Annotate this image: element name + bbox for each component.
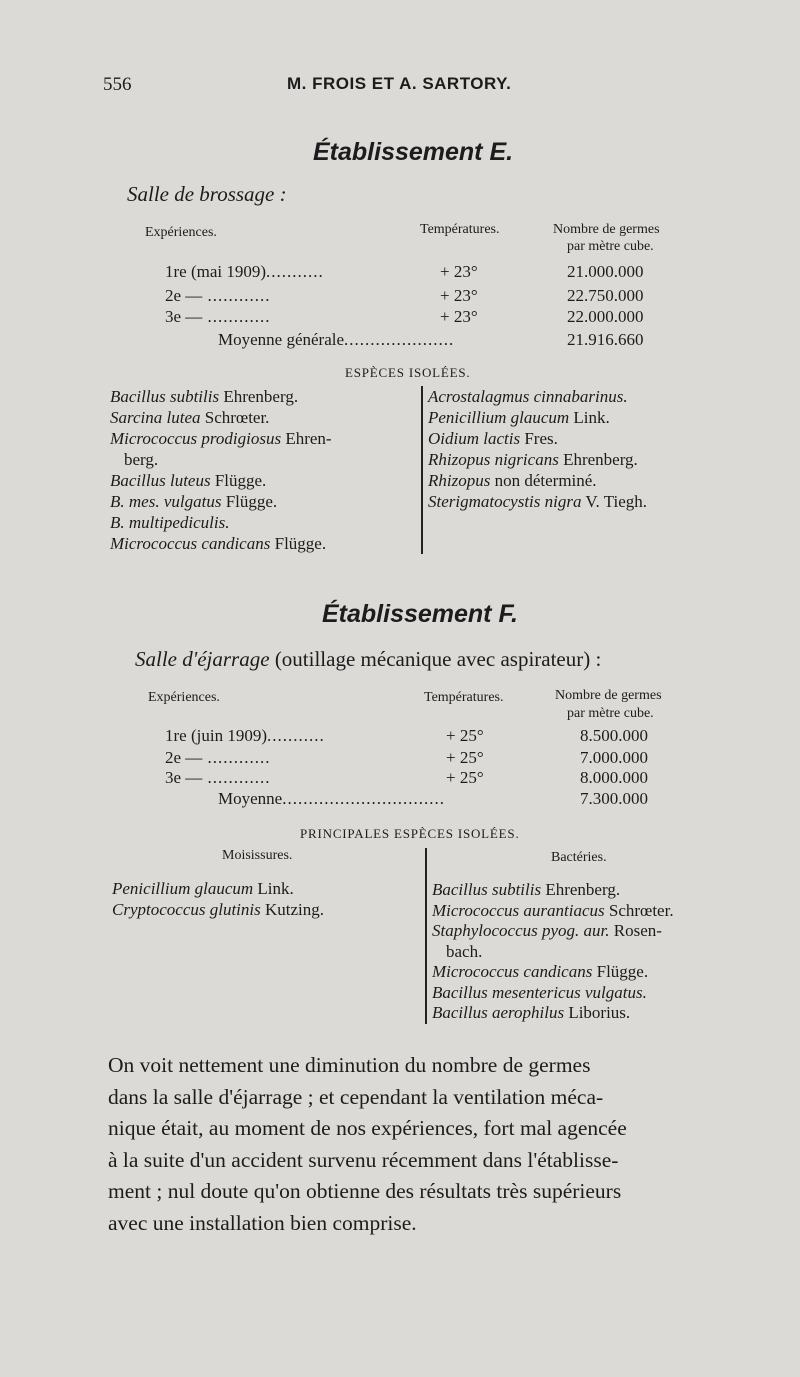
list-item bbox=[110, 470, 332, 491]
table-row-temperature: + 23° bbox=[440, 307, 478, 326]
column-divider-f bbox=[425, 848, 427, 1024]
table-row-experience: 3e — bbox=[165, 307, 203, 326]
species-name: B. multipediculis. bbox=[110, 513, 230, 532]
species-authority: Flügge. bbox=[270, 534, 327, 553]
list-item bbox=[432, 901, 674, 922]
list-item bbox=[428, 407, 647, 428]
table-row-germs: 22.750.000 bbox=[567, 286, 644, 305]
body-paragraph bbox=[108, 1050, 768, 1239]
species-name: B. mes. vulgatus bbox=[110, 492, 222, 511]
list-item bbox=[432, 983, 674, 1004]
list-item bbox=[432, 962, 674, 983]
species-header-e: ESPÈCES ISOLÉES. bbox=[345, 365, 471, 380]
paragraph-line: avec une installation bien comprise. bbox=[108, 1210, 417, 1235]
species-name: Bacillus mesentericus vulgatus. bbox=[432, 982, 647, 1002]
species-authority: Fres. bbox=[520, 429, 558, 448]
species-name: Micrococcus candicans bbox=[110, 534, 271, 553]
list-item bbox=[428, 449, 647, 470]
species-name: Oidium lactis bbox=[428, 429, 521, 448]
species-name: Bacillus subtilis bbox=[432, 880, 542, 899]
running-header: M. FROIS ET A. SARTORY. bbox=[287, 74, 512, 93]
species-authority: Schrœter. bbox=[604, 900, 674, 920]
avg-label-e: Moyenne générale..................... bbox=[218, 330, 455, 349]
species-authority: Flügge. bbox=[221, 492, 278, 511]
species-name: Cryptococcus glutinis bbox=[112, 900, 261, 919]
species-authority: bach. bbox=[446, 941, 483, 961]
species-authority: V. Tiegh. bbox=[581, 492, 647, 511]
molds-list bbox=[112, 878, 324, 920]
section-title-f: Établissement F. bbox=[322, 600, 518, 628]
species-name: Penicillium glaucum bbox=[428, 408, 570, 427]
table-row bbox=[165, 262, 324, 282]
paragraph-line: On voit nettement une diminution du nombre de germes bbox=[108, 1053, 591, 1077]
species-authority: Rosen- bbox=[609, 921, 662, 940]
species-authority: Flügge. bbox=[592, 962, 649, 981]
avg-value-f: 7.300.000 bbox=[580, 789, 648, 808]
list-item bbox=[428, 428, 647, 449]
species-name: Rhizopus bbox=[428, 471, 491, 490]
table-row-temperature: + 23° bbox=[440, 262, 478, 281]
list-item bbox=[428, 470, 647, 491]
table-row bbox=[165, 726, 325, 746]
list-item bbox=[110, 449, 332, 470]
table-row-temperature: + 25° bbox=[446, 726, 484, 745]
list-item bbox=[110, 512, 332, 533]
leader-dots: ............ bbox=[202, 768, 271, 787]
paragraph-line: ment ; nul doute qu'on obtienne des résultats très supérieurs bbox=[108, 1179, 622, 1203]
section-title-e: Établissement E. bbox=[313, 138, 514, 166]
species-authority: non déterminé. bbox=[490, 471, 597, 490]
list-item bbox=[110, 407, 332, 428]
bacteria-list bbox=[432, 880, 674, 1024]
list-item bbox=[110, 428, 332, 449]
list-item bbox=[112, 899, 324, 920]
bacteria-header: Bactéries. bbox=[551, 850, 607, 865]
species-list-left-e bbox=[110, 386, 332, 554]
species-name: Staphylococcus pyog. aur. bbox=[432, 921, 610, 940]
table-row-experience: 1re (mai 1909) bbox=[165, 262, 267, 281]
table-row-temperature: + 23° bbox=[440, 286, 478, 305]
species-name: Acrostalagmus cinnabarinus. bbox=[428, 387, 628, 406]
table-row-temperature: + 25° bbox=[446, 768, 484, 787]
avg-label-f: Moyenne............................... bbox=[218, 789, 445, 808]
table-row-experience: 3e — bbox=[165, 768, 203, 787]
room-label-e: Salle de brossage : bbox=[127, 182, 287, 206]
table-row bbox=[165, 748, 271, 768]
list-item bbox=[110, 533, 332, 554]
species-authority: Ehren- bbox=[281, 429, 332, 448]
col-experiences-f: Expériences. bbox=[148, 690, 220, 705]
leader-dots: ............ bbox=[202, 307, 271, 326]
species-authority: berg. bbox=[124, 450, 159, 469]
col-germs-f-unit: par mètre cube. bbox=[567, 706, 654, 721]
table-row bbox=[165, 768, 271, 788]
species-authority: Link. bbox=[253, 879, 294, 898]
list-item bbox=[432, 942, 674, 963]
species-name: Rhizopus nigricans bbox=[428, 450, 559, 469]
table-row-experience: 1re (juin 1909) bbox=[165, 726, 267, 745]
leader-dots: ............ bbox=[202, 286, 271, 305]
leader-dots: ........... bbox=[266, 726, 325, 745]
species-authority: Flügge. bbox=[210, 471, 267, 490]
species-name: Micrococcus aurantiacus bbox=[432, 900, 605, 920]
species-list-right-e bbox=[428, 386, 647, 512]
avg-value-e: 21.916.660 bbox=[567, 330, 644, 349]
col-experiences-e: Expériences. bbox=[145, 225, 217, 240]
species-name: Bacillus luteus bbox=[110, 471, 211, 490]
leader-dots: ............ bbox=[202, 748, 271, 767]
col-germs-e-unit: par mètre cube. bbox=[567, 239, 654, 254]
table-row-germs: 8.000.000 bbox=[580, 768, 648, 787]
col-germs-f: Nombre de germes bbox=[555, 688, 662, 703]
table-row-experience: 2e — bbox=[165, 748, 203, 767]
species-name: Bacillus aerophilus bbox=[432, 1003, 565, 1022]
molds-header: Moisissures. bbox=[222, 848, 293, 863]
species-name: Penicillium glaucum bbox=[112, 879, 254, 898]
table-row-temperature: + 25° bbox=[446, 748, 484, 767]
list-item bbox=[112, 878, 324, 899]
list-item bbox=[428, 491, 647, 512]
species-name: Bacillus subtilis bbox=[110, 387, 220, 406]
list-item bbox=[432, 880, 674, 901]
list-item bbox=[110, 386, 332, 407]
species-name: Micrococcus prodigiosus bbox=[110, 429, 282, 448]
species-authority: Kutzing. bbox=[260, 900, 325, 919]
species-header-f: PRINCIPALES ESPÈCES ISOLÉES. bbox=[300, 826, 520, 841]
paragraph-line: à la suite d'un accident survenu récemment dans l'établisse- bbox=[108, 1147, 619, 1172]
table-row-experience: 2e — bbox=[165, 286, 203, 305]
col-germs-e: Nombre de germes bbox=[553, 222, 660, 237]
table-row-germs: 22.000.000 bbox=[567, 307, 644, 326]
list-item bbox=[432, 1003, 674, 1024]
species-authority: Link. bbox=[569, 408, 610, 427]
leader-dots: ........... bbox=[266, 262, 324, 281]
species-name: Micrococcus candicans bbox=[432, 962, 593, 981]
list-item bbox=[428, 386, 647, 407]
table-row-germs: 7.000.000 bbox=[580, 748, 648, 767]
col-temperatures-f: Températures. bbox=[424, 690, 504, 705]
paragraph-line: dans la salle d'éjarrage ; et cependant la ventilation méca- bbox=[108, 1084, 604, 1109]
paragraph-line: nique était, au moment de nos expériences, fort mal agencée bbox=[108, 1116, 627, 1140]
list-item bbox=[110, 491, 332, 512]
col-temperatures-e: Températures. bbox=[420, 222, 500, 237]
table-row bbox=[165, 286, 271, 306]
species-authority: Schrœter. bbox=[200, 408, 270, 427]
table-row-germs: 8.500.000 bbox=[580, 726, 648, 745]
species-name: Sarcina lutea bbox=[110, 408, 201, 427]
room-label-f: Salle d'éjarrage (outillage mécanique avec aspirateur) : bbox=[135, 647, 602, 671]
species-name: Sterigmatocystis nigra bbox=[428, 492, 582, 511]
table-row bbox=[165, 307, 271, 327]
table-row-germs: 21.000.000 bbox=[567, 262, 644, 281]
page-number: 556 bbox=[103, 74, 132, 95]
species-authority: Ehrenberg. bbox=[558, 450, 638, 469]
species-authority: Liborius. bbox=[564, 1003, 631, 1022]
species-authority: Ehrenberg. bbox=[541, 880, 621, 899]
species-authority: Ehrenberg. bbox=[219, 387, 299, 406]
list-item bbox=[432, 921, 674, 942]
column-divider-e bbox=[421, 386, 423, 554]
